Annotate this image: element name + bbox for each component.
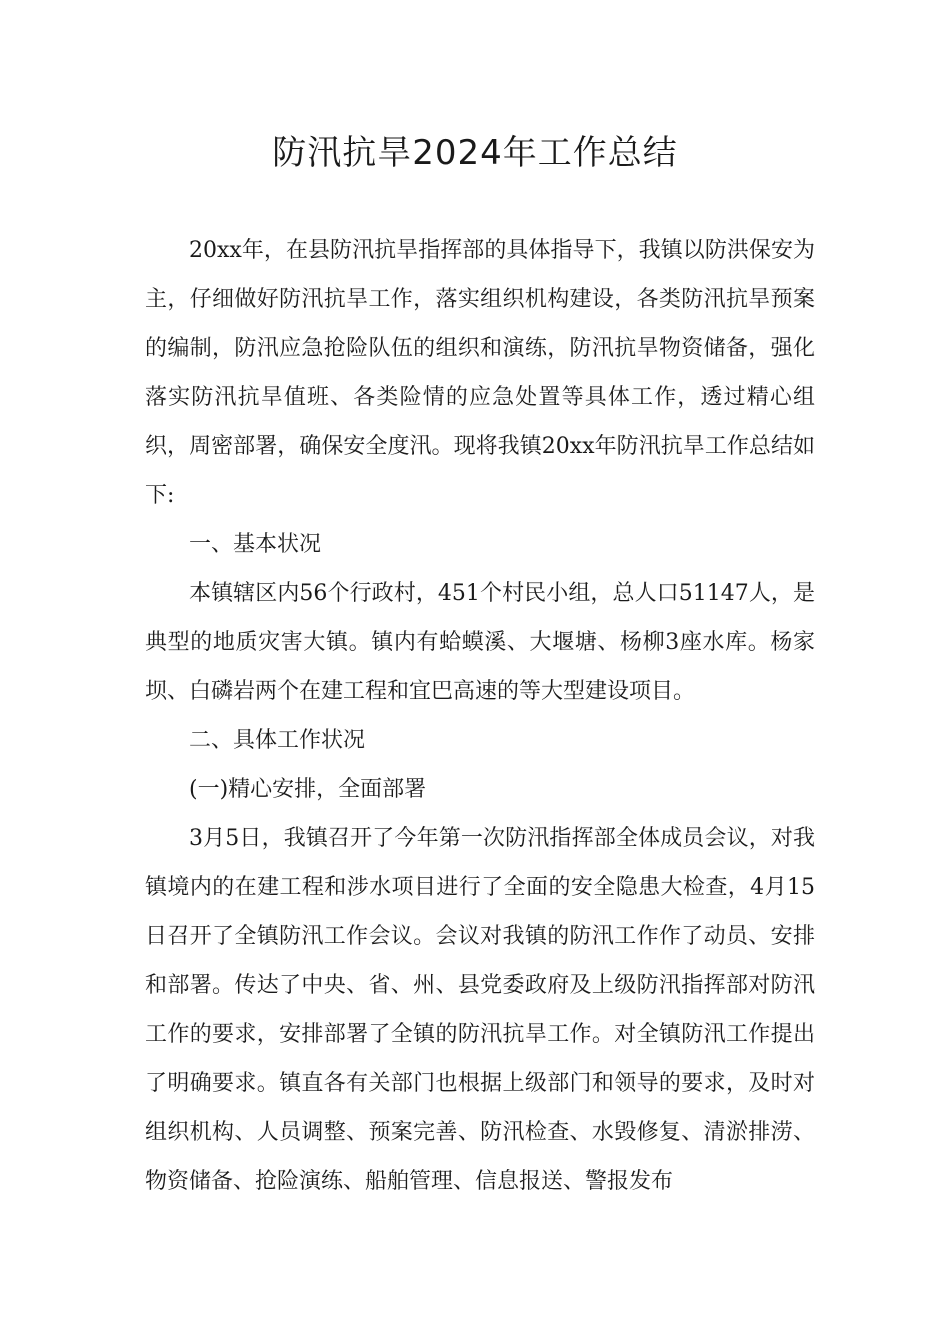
- meeting-paragraph: 3月5日，我镇召开了今年第一次防汛指挥部全体成员会议，对我镇境内的在建工程和涉水项目进行了全面的安全隐患大检查，4月15日召开了全镇防汛工作会议。会议对我镇的防汛工作作了动员、安排和部署。传达了中央、省、州、县党委政府及上级防汛指挥部对防汛工作的要求，安排部署了全镇的防汛抗旱工作。对全镇防汛工作提出了明确要求。镇直各有关部门也根据上级部门和领导的要求，及时对组织机构、人员调整、预案完善、防汛检查、水毁修复、清淤排涝、物资储备、抢险演练、船舶管理、信息报送、警报发布: [145, 826, 815, 1194]
- subsection-heading-careful-arrangement: (一)精心安排，全面部署: [189, 777, 427, 802]
- document-title: 防汛抗旱2024年工作总结: [272, 133, 678, 173]
- section-heading-work-situation: 二、具体工作状况: [189, 728, 366, 753]
- section-heading-basic-situation: 一、基本状况: [189, 532, 322, 557]
- basic-situation-paragraph: 本镇辖区内56个行政村，451个村民小组，总人口51147人，是典型的地质灾害大镇。镇内有蛤蟆溪、大堰塘、杨柳3座水库。杨家坝、白磷岩两个在建工程和宜巴高速的等大型建设项目。: [145, 581, 815, 704]
- intro-paragraph: 20xx年，在县防汛抗旱指挥部的具体指导下，我镇以防洪保安为主，仔细做好防汛抗旱工作，落实组织机构建设，各类防汛抗旱预案的编制，防汛应急抢险队伍的组织和演练，防汛抗旱物资储备，强化落实防汛抗旱值班、各类险情的应急处置等具体工作，透过精心组织，周密部署，确保安全度汛。现将我镇20xx年防汛抗旱工作总结如下:: [145, 238, 815, 508]
- document-body: [145, 226, 815, 1206]
